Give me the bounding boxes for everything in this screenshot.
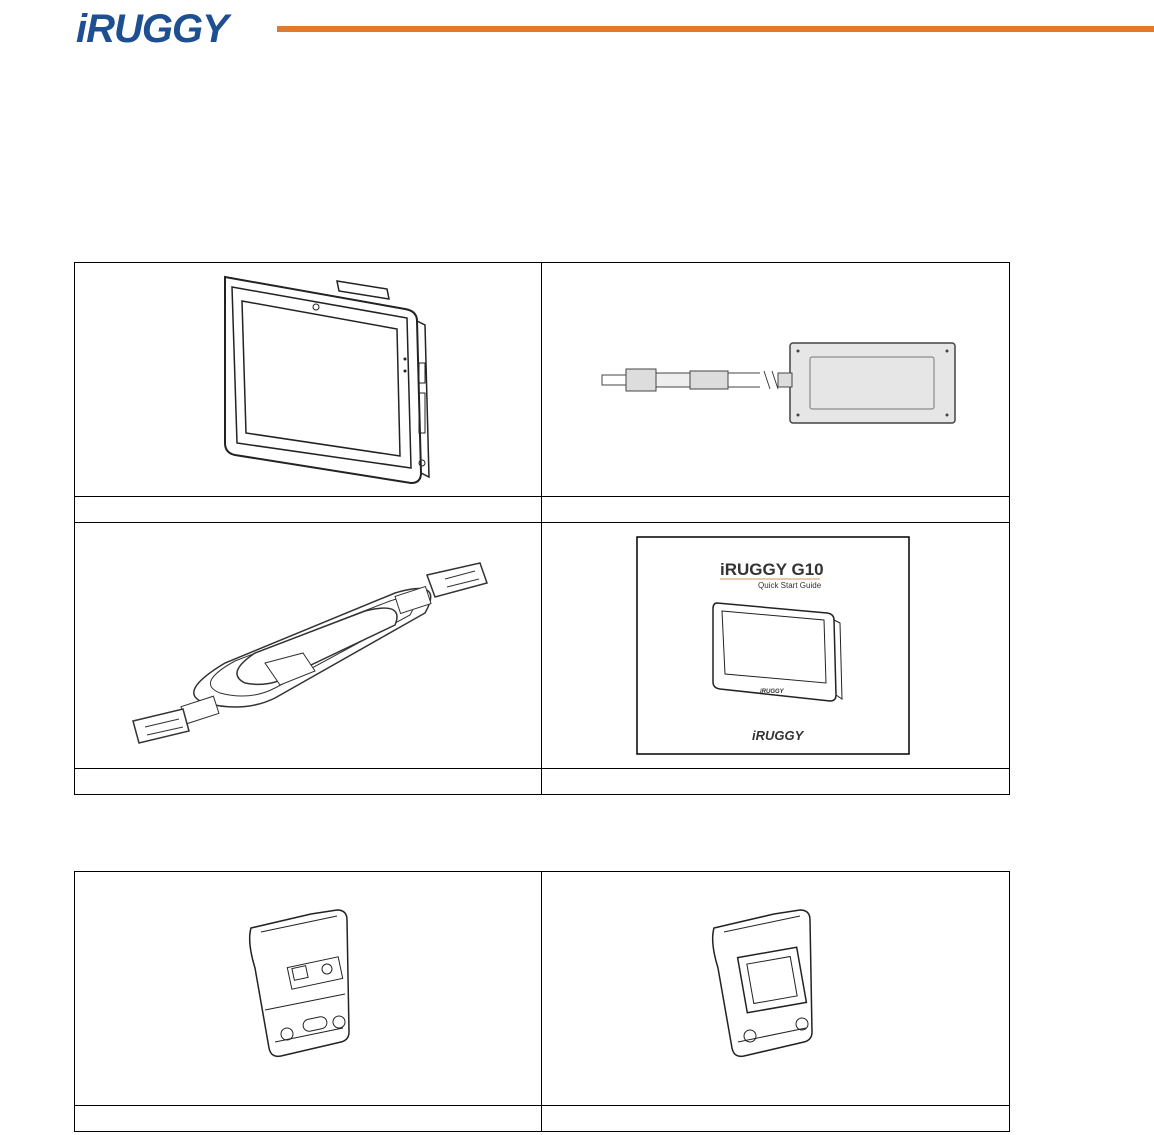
- barcode-module-cell: [75, 872, 542, 1106]
- guide-subtitle: Quick Start Guide: [758, 581, 822, 590]
- package-contents-table: [74, 262, 1010, 795]
- quick-start-guide-image: [542, 523, 1009, 768]
- strap-cell: [75, 523, 542, 769]
- accessories-table: [74, 871, 1010, 1132]
- hand-strap-image: [75, 523, 542, 768]
- guide-caption: [542, 769, 1010, 795]
- iruggy-logo: [74, 4, 250, 50]
- guide-title: iRUGGY G10: [720, 560, 825, 579]
- tablet-caption: [75, 497, 542, 523]
- header-rule: [277, 26, 1154, 32]
- fingerprint-module-image: [542, 872, 1009, 1105]
- logo-text: iRUGGY: [76, 7, 228, 50]
- power-adapter-image: [542, 263, 1009, 496]
- strap-caption: [75, 769, 542, 795]
- guide-footer-logo: iRUGGY: [752, 728, 804, 743]
- fingerprint-module-cell: [542, 872, 1010, 1106]
- barcode-scanner-module-image: [75, 872, 542, 1105]
- guide-bezel-logo: iRUGGY: [760, 689, 785, 695]
- adapter-cell: [542, 263, 1010, 497]
- tablet-image: [75, 263, 542, 496]
- fingerprint-module-caption: [542, 1106, 1010, 1132]
- adapter-caption: [542, 497, 1010, 523]
- tablet-cell: [75, 263, 542, 497]
- guide-cell: [542, 523, 1010, 769]
- barcode-module-caption: [75, 1106, 542, 1132]
